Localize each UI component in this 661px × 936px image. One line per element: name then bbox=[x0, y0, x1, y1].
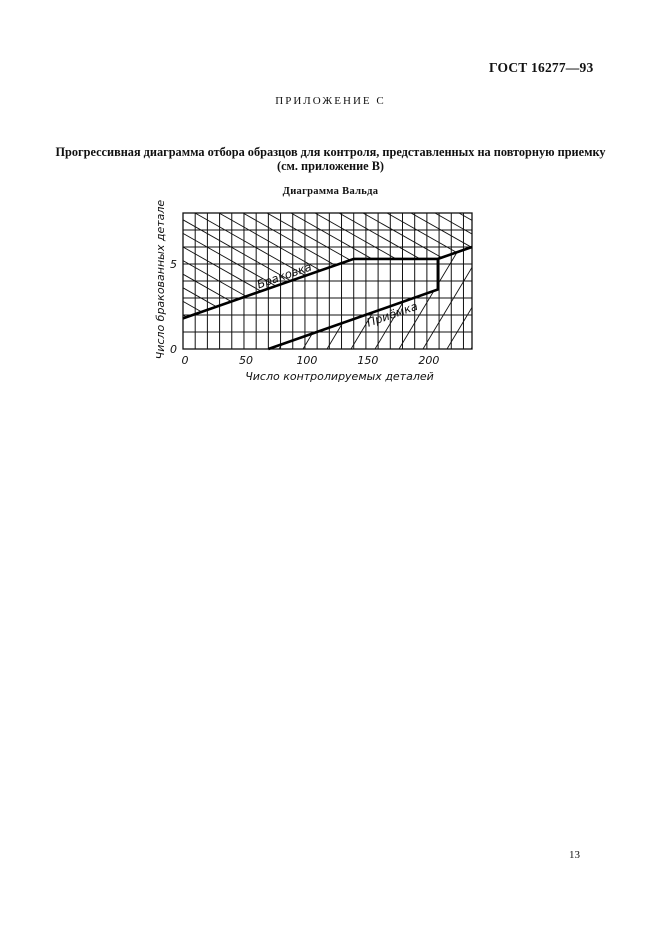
wald-chart-svg bbox=[150, 200, 490, 390]
x-tick-label: 200 bbox=[418, 354, 440, 367]
figure-caption: Диаграмма Вальда bbox=[282, 186, 379, 197]
x-tick-label: 150 bbox=[357, 354, 379, 367]
title-line-1: Прогрессивная диаграмма отбора образцов для контроля, представленных на повторную приемку bbox=[55, 145, 606, 159]
x-tick-label: 50 bbox=[238, 354, 253, 367]
acceptance-label: Приёмка bbox=[364, 298, 420, 330]
title-line-2: (см. приложение В) bbox=[276, 159, 385, 173]
y-tick-label: 5 bbox=[170, 258, 177, 271]
y-tick-label: 0 bbox=[170, 343, 177, 356]
standard-code: ГОСТ 16277—93 bbox=[489, 60, 594, 75]
document-title bbox=[20, 145, 641, 173]
wald-diagram bbox=[150, 200, 490, 395]
x-axis-label: Число контролируемых деталей bbox=[245, 370, 434, 383]
acceptance-hatch bbox=[183, 200, 490, 349]
appendix-label: ПРИЛОЖЕНИЕ С bbox=[275, 95, 386, 107]
page-number: 13 bbox=[569, 849, 580, 861]
y-axis-label: Число бракованных деталей bbox=[154, 200, 167, 360]
x-tick-label: 0 bbox=[181, 354, 189, 367]
x-tick-label: 100 bbox=[296, 354, 318, 367]
rejection-label: Браковка bbox=[254, 259, 314, 292]
